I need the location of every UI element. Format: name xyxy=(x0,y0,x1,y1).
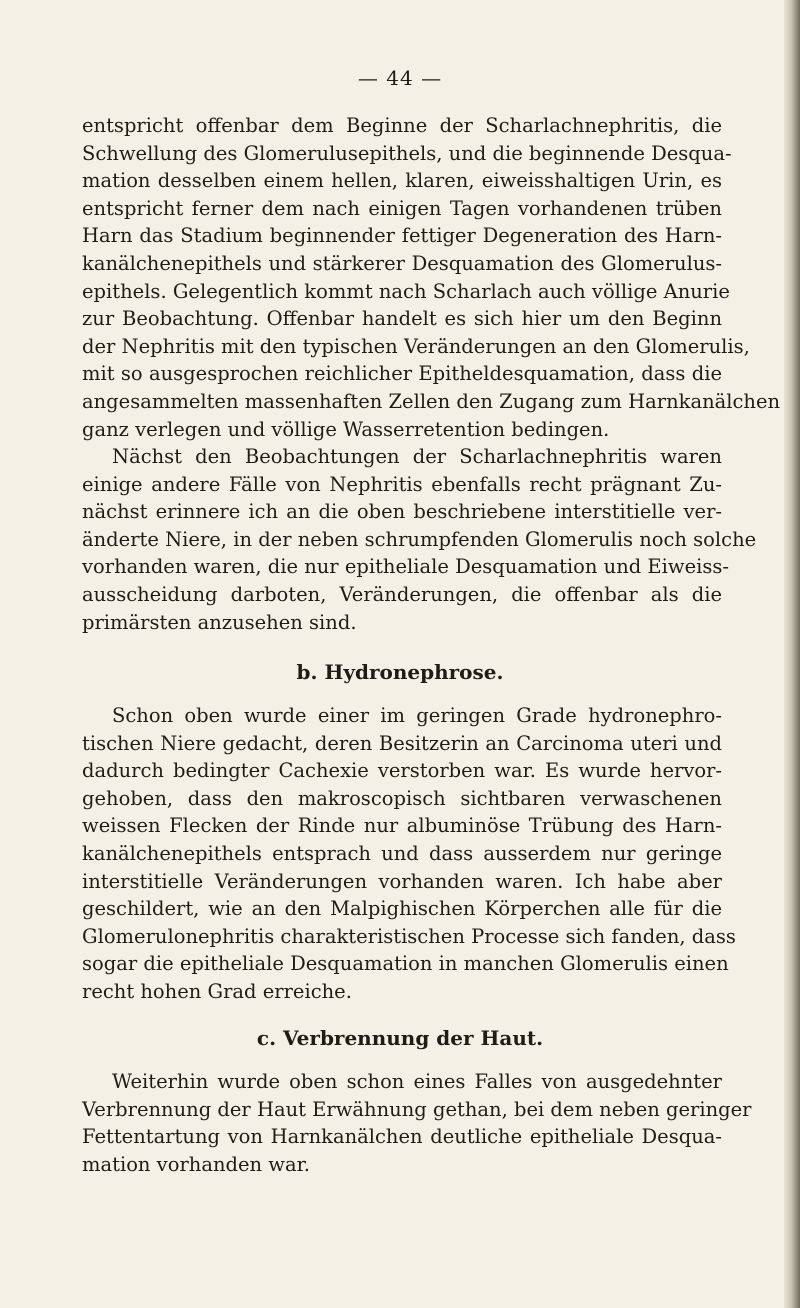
text-line: nächst erinnere ich an die oben beschriebene interstitielle ver- xyxy=(82,500,722,524)
text-line: änderte Niere, in der neben schrumpfenden Glomerulis noch solche xyxy=(82,527,757,551)
text-line: kanälchenepithels und stärkerer Desquamation des Glomerulus- xyxy=(82,251,722,275)
text-line: entspricht offenbar dem Beginne der Scharlachnephritis, die xyxy=(82,114,722,137)
text-line: zur Beobachtung. Offenbar handelt es sich hier um den Beginn xyxy=(82,307,722,331)
text-line: gehoben, dass den makroscopisch sichtbaren verwaschenen xyxy=(82,786,722,810)
text-line: Nächst den Beobachtungen der Scharlachnephritis waren xyxy=(112,445,722,468)
text-line: epithels. Gelegentlich kommt nach Scharlach auch völlige Anurie xyxy=(82,279,730,303)
paragraph-2 xyxy=(82,443,757,636)
text-line: dadurch bedingter Cachexie verstorben war. Es wurde hervor- xyxy=(82,759,722,783)
paragraph-4 xyxy=(82,1068,752,1178)
text-line: angesammelten massenhaften Zellen den Zugang zum Harnkanälchen xyxy=(82,389,781,413)
text-line: Verbrennung der Haut Erwähnung gethan, bei dem neben geringer xyxy=(82,1097,752,1121)
section-heading-c: c. Verbrennung der Haut. xyxy=(256,1026,544,1050)
text-line: ausscheidung darboten, Veränderungen, die offenbar als die xyxy=(82,582,722,606)
text-line: kanälchenepithels entsprach und dass ausserdem nur geringe xyxy=(82,841,722,865)
text-line: Fettentartung von Harnkanälchen deutliche epitheliale Desqua- xyxy=(82,1125,722,1149)
text-line: der Nephritis mit den typischen Veränderungen an den Glomerulis, xyxy=(82,334,750,358)
text-line: vorhanden waren, die nur epitheliale Desquamation und Eiweiss- xyxy=(82,555,729,579)
text-line: einige andere Fälle von Nephritis ebenfalls recht prägnant Zu- xyxy=(82,472,722,496)
text-line: weissen Flecken der Rinde nur albuminöse Trübung des Harn- xyxy=(82,814,722,838)
text-line: entspricht ferner dem nach einigen Tagen vorhandenen trüben xyxy=(82,196,722,220)
page-number: — 44 — xyxy=(357,66,443,90)
text-line: tischen Niere gedacht, deren Besitzerin an Carcinoma uteri und xyxy=(82,731,722,755)
text-line: mit so ausgesprochen reichlicher Epitheldesquamation, dass die xyxy=(82,362,722,386)
text-line: recht hohen Grad erreiche. xyxy=(82,979,352,1003)
text-line: Schon oben wurde einer im geringen Grade hydronephro- xyxy=(112,704,722,727)
text-line: Weiterhin wurde oben schon eines Falles von ausgedehnter xyxy=(112,1070,722,1093)
text-line: Harn das Stadium beginnender fettiger Degeneration des Harn- xyxy=(82,224,722,248)
paragraph-1 xyxy=(82,112,781,443)
paragraph-3 xyxy=(82,702,736,1006)
page-edge xyxy=(784,0,800,1308)
text-line: interstitielle Veränderungen vorhanden waren. Ich habe aber xyxy=(82,869,722,893)
section-heading-b: b. Hydronephrose. xyxy=(296,660,504,684)
text-line: mation vorhanden war. xyxy=(82,1152,310,1176)
text-line: Glomerulonephritis charakteristischen Processe sich fanden, dass xyxy=(82,924,736,948)
text-line: ganz verlegen und völlige Wasserretention bedingen. xyxy=(82,417,610,441)
text-line: sogar die epitheliale Desquamation in manchen Glomerulis einen xyxy=(82,952,729,976)
text-line: primärsten anzusehen sind. xyxy=(82,610,357,634)
text-line: geschildert, wie an den Malpighischen Körperchen alle für die xyxy=(82,897,722,921)
text-line: Schwellung des Glomerulusepithels, und die beginnende Desqua- xyxy=(82,141,732,165)
text-line: mation desselben einem hellen, klaren, eiweisshaltigen Urin, es xyxy=(82,169,722,193)
